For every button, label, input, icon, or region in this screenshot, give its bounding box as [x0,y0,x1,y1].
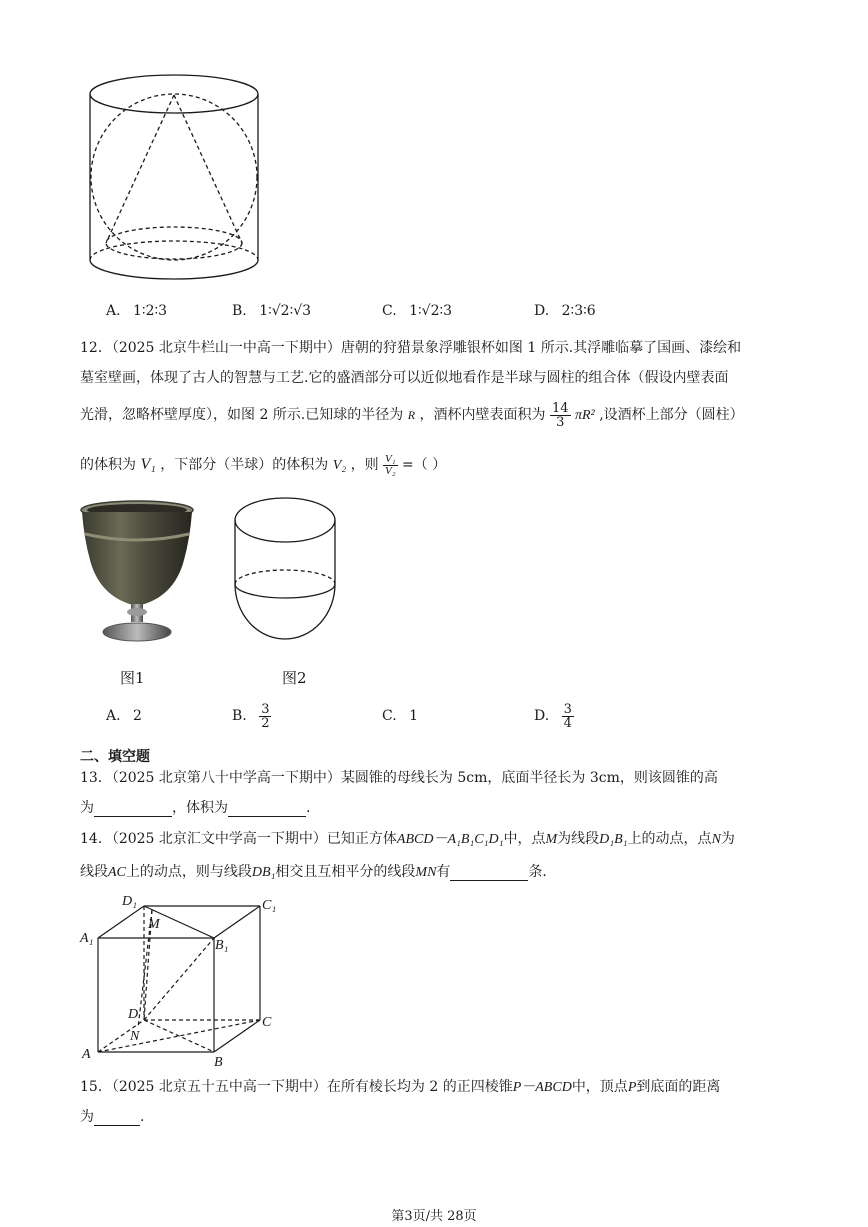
edge-b1-c1 [214,906,260,938]
option-a-label: A. [106,303,121,319]
q14-cube-name: ABCD－A₁B₁C₁D₁ [396,832,504,847]
option-c-label: C. [382,303,397,319]
q12-radius-symbol: R [407,408,416,422]
cube-figure [78,890,288,1068]
q12-option-c-label: C. [382,708,397,724]
q12-line3 [80,396,744,435]
cone-right-edge [174,95,242,243]
option-d-label: D. [534,303,550,319]
cup-model-hemisphere [235,584,335,639]
option-b-text: 1∶√2∶√3 [259,303,312,319]
q15-line2 [80,1106,144,1126]
cylinder-top-ellipse [90,75,258,113]
figure1-label: 图1 [120,669,145,687]
q12-line3-pre: 光滑，忽略杯壁厚度），如图 2 所示.已知球的半径为 [80,407,404,423]
cylinder-sphere-cone-figure [84,60,264,290]
q12-option-a-label: A. [106,708,121,724]
q14-point-m: M [545,832,558,847]
q12-option-d-label: D. [534,708,550,724]
q13-line2-post: . [306,800,311,816]
q12-area-frac-num: 14 [551,400,569,416]
q15-line1-post: 到底面的距离 [636,1079,721,1095]
q15-line1-mid: 中，顶点 [571,1079,628,1095]
label-c1: C₁ [262,898,277,913]
q12-v2-symbol: V₂ [332,458,347,473]
section-heading-fill-blank: 二、填空题 [80,749,150,765]
cup-model-figure [228,494,342,646]
q13-line2-pre: 为 [80,800,94,816]
q14-segment-d1b1: D₁B₁ [599,832,628,847]
q14-point-n: N [711,832,721,847]
q14-segment-db1: DB₁ [251,865,276,880]
q12-option-d-fraction [562,703,574,730]
silver-cup-photo [76,498,198,648]
cup-foot [103,623,171,641]
q14-line1 [80,828,735,848]
q12-option-b-fraction [259,703,271,730]
q14-line2-mid: 上的动点，则与线段 [125,864,252,880]
option-a-text: 1∶2∶3 [133,303,168,319]
cup-model-top-ellipse [235,498,335,542]
q12-line1: 12．（2025 北京牛栏山一中高一下期中）唐朝的狩猎景象浮雕银杯如图 1 所示.其浮雕临摹了国画、漆绘和 [80,340,742,356]
segment-d-b1 [144,938,214,1020]
label-c: C [262,1015,272,1030]
q14-line1-mid: 中，点 [503,831,546,847]
option-c-text: 1∶√2∶3 [409,303,453,319]
q12-option-c-text: 1 [409,708,419,724]
q14-line2-mid3: 有 [436,864,451,880]
q14-line2-post: 条. [528,864,547,880]
q12-line3-post: ,设酒杯上部分（圆柱） [599,407,744,423]
option-d-text: 2∶3∶6 [561,303,596,319]
q12-line4-then: ，则 [350,457,379,473]
q15-pyramid-name: P－ABCD [512,1080,572,1095]
q14-answer-blank[interactable] [450,864,528,881]
q14-line1-end: 为 [720,831,735,847]
q12-option-b-label: B. [232,708,247,724]
q12-area-fraction [550,402,571,429]
label-d: D [128,1007,139,1022]
q14-segment-mn: MN [415,865,437,880]
q12-option-b-num: 3 [261,701,270,717]
q13-line2 [80,797,310,817]
q12-option-a-text: 2 [133,708,142,724]
cone-left-edge [106,95,174,243]
q12-ratio-den: V₂ [385,464,396,477]
q12-ratio-fraction [383,454,398,477]
label-b1: B₁ [215,938,229,953]
q15-answer-blank[interactable] [94,1109,140,1126]
cup-model-middle-back [235,570,335,584]
label-b: B [214,1055,223,1068]
cup-body [82,512,192,606]
q12-line4 [80,446,446,485]
q12-option-d-den: 4 [563,715,572,731]
q14-line2 [80,861,547,881]
q13-height-blank[interactable] [94,800,172,817]
q12-option-b-den: 2 [261,715,270,731]
label-d1: D₁ [122,894,137,909]
cup-stem-knot [127,608,147,616]
q13-line2-mid: ，体积为 [172,800,228,816]
q14-line1-pre: 14．（2025 北京汇文中学高一下期中）已知正方体 [80,831,397,847]
q15-line1-pre: 15．（2025 北京五十五中高一下期中）在所有棱长均为 2 的正四棱锥 [80,1079,513,1095]
edge-a1-d1 [98,906,144,938]
q12-line2: 墓室壁画，体现了古人的智慧与工艺.它的盛酒部分可以近似地看作是半球与圆柱的组合体（假设内壁表面 [80,370,729,386]
label-m: M [148,917,160,932]
q12-line4-mid: ，下部分（半球）的体积为 [160,457,329,473]
segment-d-b [144,1020,214,1052]
q15-line2-post: . [140,1109,145,1125]
q12-v1-symbol: V₁ [140,456,156,473]
q12-line4-pre: 的体积为 [80,457,136,473]
label-a1: A₁ [80,931,94,946]
label-n: N [130,1029,140,1044]
q14-line1-mid2: 为线段 [557,831,600,847]
cup-model-middle-front [235,584,335,598]
option-b-label: B. [232,303,247,319]
q15-line1 [80,1076,720,1096]
cylinder-bottom-back [90,241,258,260]
q12-line4-post: =（ ） [402,457,447,473]
q14-line2-mid2: 相交且互相平分的线段 [275,864,416,880]
page-footer: 第3页/共 28页 [391,1209,477,1224]
q15-line2-pre: 为 [80,1109,94,1125]
q13-volume-blank[interactable] [228,800,306,817]
q12-option-d-num: 3 [563,701,572,717]
q12-pi-r-squared: πR² [574,408,595,423]
label-a: A [82,1047,91,1062]
q12-ratio-num: V₁ [385,452,396,465]
cylinder-bottom-front [90,260,258,279]
q14-line1-post: 上的动点，点 [627,831,712,847]
figure2-label: 图2 [282,669,307,687]
sphere-equator-ellipse [106,227,242,259]
q12-area-frac-den: 3 [556,414,565,430]
q14-segment-ac: AC [108,865,126,880]
q12-line3-mid: ，酒杯内壁表面积为 [419,407,546,423]
q15-point-p: P [627,1080,637,1095]
q14-line2-pre: 线段 [80,864,108,880]
q13-line1: 13．（2025 北京第八十中学高一下期中）某圆锥的母线长为 5cm，底面半径长为 3cm，则该圆锥的高 [80,770,718,786]
